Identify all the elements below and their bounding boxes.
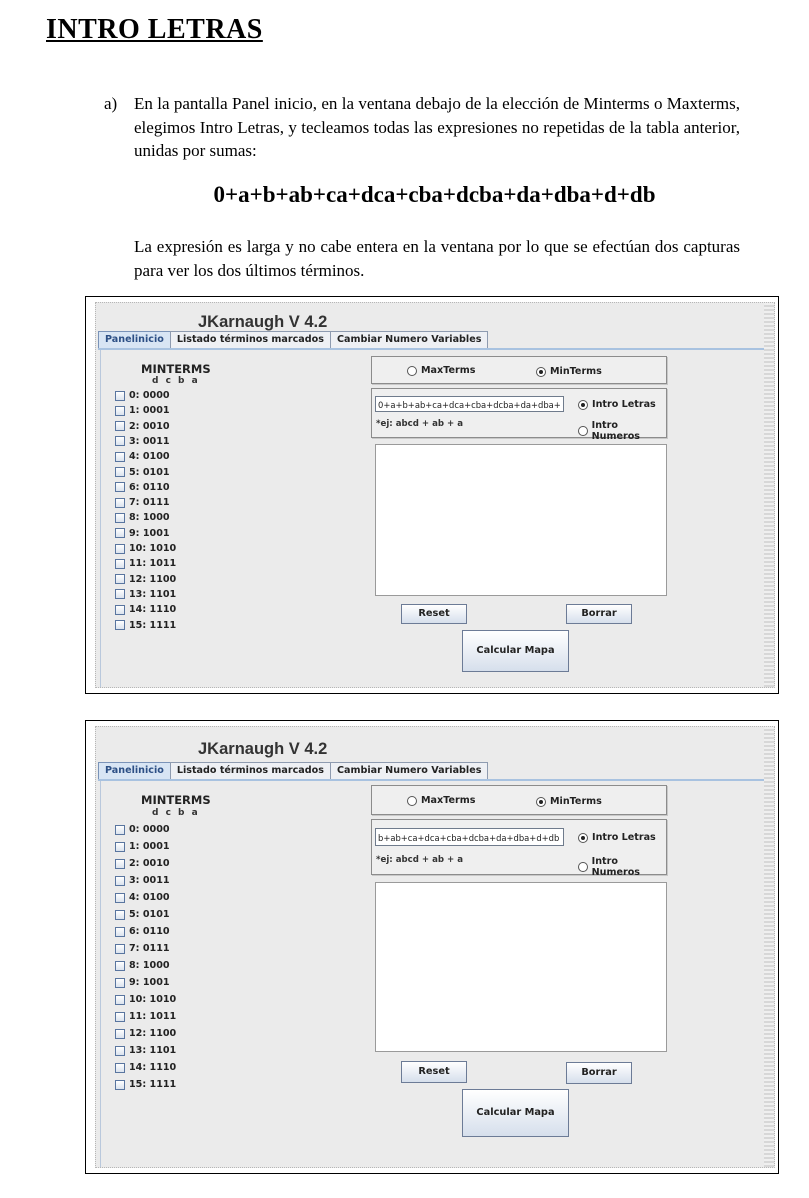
tab-listado[interactable]: Listado términos marcados bbox=[170, 331, 331, 348]
checkbox[interactable] bbox=[115, 406, 125, 416]
minterm-label: 4: 0100 bbox=[129, 892, 170, 903]
minterms-label: MinTerms bbox=[550, 796, 602, 807]
minterm-row[interactable] bbox=[115, 558, 176, 569]
dcba-header: d c b a bbox=[152, 808, 200, 818]
borrar-button[interactable]: Borrar bbox=[566, 604, 632, 624]
checkbox[interactable] bbox=[115, 452, 125, 462]
minterm-row[interactable] bbox=[115, 824, 170, 835]
minterm-row[interactable] bbox=[115, 1062, 176, 1073]
checkbox[interactable] bbox=[115, 1063, 125, 1073]
minterm-label: 9: 1001 bbox=[129, 527, 170, 539]
input-group bbox=[371, 388, 667, 442]
app-title: JKarnaugh V 4.2 bbox=[198, 740, 328, 758]
maxterms-label: MaxTerms bbox=[421, 365, 476, 376]
minterms-label: MinTerms bbox=[550, 366, 602, 377]
radio-circle bbox=[407, 796, 417, 806]
minterm-label: 7: 0111 bbox=[129, 497, 170, 509]
radio-circle bbox=[578, 400, 588, 410]
minterm-row[interactable] bbox=[115, 482, 170, 493]
dcba-header: d c b a bbox=[152, 376, 200, 386]
minterm-label: 14: 1110 bbox=[129, 604, 177, 616]
minterm-row[interactable] bbox=[115, 841, 170, 852]
minterm-row[interactable] bbox=[115, 858, 170, 869]
output-area[interactable] bbox=[375, 882, 667, 1052]
tab-listado[interactable]: Listado términos marcados bbox=[170, 762, 331, 779]
minterm-row[interactable] bbox=[115, 497, 170, 508]
intro-numeros-label: Intro Numeros bbox=[591, 420, 641, 442]
term-type-group bbox=[371, 785, 667, 815]
checkbox[interactable] bbox=[115, 498, 125, 508]
minterm-row[interactable] bbox=[115, 390, 170, 401]
checkbox[interactable] bbox=[115, 995, 125, 1005]
minterm-row[interactable] bbox=[115, 604, 176, 615]
tab-cambiar-variables[interactable]: Cambiar Numero Variables bbox=[330, 331, 488, 348]
checkbox[interactable] bbox=[115, 544, 125, 554]
minterm-label: 15: 1111 bbox=[129, 619, 177, 631]
checkbox[interactable] bbox=[115, 559, 125, 569]
item-text: En la pantalla Panel inicio, en la ventana debajo de la elección de Minterms o Maxterms, elegimos Intro Letras, y tecleamos todas las expresiones no repetidas de la tabla anterior, unidas por sumas: bbox=[134, 94, 740, 160]
minterm-row[interactable] bbox=[115, 543, 176, 554]
minterm-label: 15: 1111 bbox=[129, 1079, 177, 1090]
checkbox[interactable] bbox=[115, 436, 125, 446]
checkbox[interactable] bbox=[115, 589, 125, 599]
minterm-row[interactable] bbox=[115, 943, 170, 954]
checkbox[interactable] bbox=[115, 574, 125, 584]
intro-letras-radio[interactable] bbox=[578, 399, 656, 410]
tab-cambiar-variables[interactable]: Cambiar Numero Variables bbox=[330, 762, 488, 779]
checkbox[interactable] bbox=[115, 961, 125, 971]
checkbox[interactable] bbox=[115, 859, 125, 869]
radio-circle bbox=[407, 366, 417, 376]
document-heading: INTRO LETRAS bbox=[46, 14, 263, 45]
expression-input[interactable]: b+ab+ca+dca+cba+dcba+da+dba+d+db bbox=[375, 828, 564, 846]
radio-circle bbox=[536, 367, 546, 377]
minterm-row[interactable] bbox=[115, 467, 170, 478]
minterm-label: 7: 0111 bbox=[129, 943, 170, 954]
checkbox[interactable] bbox=[115, 482, 125, 492]
minterm-label: 11: 1011 bbox=[129, 558, 177, 570]
screenshot-2 bbox=[85, 720, 779, 1174]
minterm-row[interactable] bbox=[115, 1028, 176, 1039]
borrar-button[interactable]: Borrar bbox=[566, 1062, 632, 1084]
minterm-row[interactable] bbox=[115, 589, 176, 600]
minterm-label: 1: 0001 bbox=[129, 841, 170, 852]
minterm-row[interactable] bbox=[115, 1079, 176, 1090]
list-marker: a) bbox=[104, 94, 118, 113]
main-panel bbox=[100, 781, 762, 1167]
minterm-row[interactable] bbox=[115, 528, 170, 539]
checkbox[interactable] bbox=[115, 825, 125, 835]
checkbox[interactable] bbox=[115, 876, 125, 886]
example-hint: *ej: abcd + ab + a bbox=[376, 419, 464, 429]
minterm-label: 2: 0010 bbox=[129, 420, 170, 432]
minterm-label: 13: 1101 bbox=[129, 588, 177, 600]
checkbox[interactable] bbox=[115, 978, 125, 988]
checkbox[interactable] bbox=[115, 944, 125, 954]
minterm-row[interactable] bbox=[115, 960, 170, 971]
minterm-label: 12: 1100 bbox=[129, 573, 177, 585]
minterms-title: MINTERMS bbox=[141, 793, 211, 807]
minterms-title: MINTERMS bbox=[141, 362, 211, 376]
tab-bar bbox=[98, 331, 487, 349]
checkbox[interactable] bbox=[115, 1012, 125, 1022]
minterm-row[interactable] bbox=[115, 892, 170, 903]
tab-panelinicio[interactable]: Panelinicio bbox=[98, 762, 171, 779]
minterms-radio[interactable] bbox=[536, 366, 602, 377]
maxterms-radio[interactable] bbox=[407, 365, 475, 376]
checkbox[interactable] bbox=[115, 893, 125, 903]
maxterms-radio[interactable] bbox=[407, 795, 475, 806]
term-type-group bbox=[371, 356, 667, 384]
calcular-mapa-button[interactable]: Calcular Mapa bbox=[462, 1089, 569, 1137]
checkbox[interactable] bbox=[115, 1046, 125, 1056]
intro-numeros-radio[interactable] bbox=[578, 420, 666, 442]
minterm-label: 13: 1101 bbox=[129, 1045, 177, 1056]
window-edge bbox=[764, 303, 774, 687]
radio-circle bbox=[536, 797, 546, 807]
minterm-row[interactable] bbox=[115, 574, 176, 585]
app-window bbox=[95, 302, 775, 688]
intro-numeros-radio[interactable] bbox=[578, 856, 666, 878]
checkbox[interactable] bbox=[115, 391, 125, 401]
intro-letras-label: Intro Letras bbox=[592, 832, 656, 843]
explanation-paragraph: La expresión es larga y no cabe entera en la ventana por lo que se efectúan dos capturas para ver los dos últimos términos. bbox=[134, 237, 740, 280]
minterm-row[interactable] bbox=[115, 405, 170, 416]
app-title: JKarnaugh V 4.2 bbox=[198, 313, 328, 331]
minterm-row[interactable] bbox=[115, 1011, 176, 1022]
minterm-label: 12: 1100 bbox=[129, 1028, 177, 1039]
minterm-label: 10: 1010 bbox=[129, 543, 177, 554]
minterm-row[interactable] bbox=[115, 909, 170, 920]
intro-letras-radio[interactable] bbox=[578, 832, 656, 843]
minterm-label: 6: 0110 bbox=[129, 926, 170, 937]
minterm-label: 3: 0011 bbox=[129, 435, 170, 447]
minterm-label: 2: 0010 bbox=[129, 858, 170, 869]
expression-input[interactable]: 0+a+b+ab+ca+dca+cba+dcba+da+dba+ bbox=[375, 396, 564, 412]
minterm-label: 10: 1010 bbox=[129, 994, 177, 1005]
radio-circle bbox=[578, 426, 588, 436]
checkbox[interactable] bbox=[115, 927, 125, 937]
minterm-label: 6: 0110 bbox=[129, 481, 170, 493]
minterm-label: 11: 1011 bbox=[129, 1011, 177, 1022]
input-group bbox=[371, 819, 667, 878]
minterm-row[interactable] bbox=[115, 451, 170, 462]
checkbox[interactable] bbox=[115, 513, 125, 523]
minterm-label: 3: 0011 bbox=[129, 875, 170, 886]
main-panel bbox=[100, 350, 762, 687]
checkbox[interactable] bbox=[115, 910, 125, 920]
minterm-label: 14: 1110 bbox=[129, 1062, 177, 1073]
minterms-radio[interactable] bbox=[536, 796, 602, 807]
maxterms-label: MaxTerms bbox=[421, 795, 476, 806]
checkbox[interactable] bbox=[115, 1080, 125, 1090]
minterm-row[interactable] bbox=[115, 620, 176, 631]
minterm-label: 0: 0000 bbox=[129, 390, 170, 401]
minterm-label: 8: 1000 bbox=[129, 512, 170, 524]
checkbox[interactable] bbox=[115, 842, 125, 852]
minterm-label: 0: 0000 bbox=[129, 824, 170, 835]
minterm-row[interactable] bbox=[115, 512, 170, 523]
reset-button[interactable]: Reset bbox=[401, 1061, 467, 1083]
minterm-label: 1: 0001 bbox=[129, 405, 170, 417]
minterm-row[interactable] bbox=[115, 875, 170, 886]
intro-numeros-label: Intro Numeros bbox=[591, 856, 641, 878]
example-hint: *ej: abcd + ab + a bbox=[376, 855, 464, 865]
minterm-label: 5: 0101 bbox=[129, 466, 170, 478]
tab-panelinicio[interactable]: Panelinicio bbox=[98, 331, 171, 348]
calcular-mapa-button[interactable]: Calcular Mapa bbox=[462, 630, 569, 672]
minterm-row[interactable] bbox=[115, 436, 170, 447]
app-window bbox=[95, 726, 775, 1168]
reset-button[interactable]: Reset bbox=[401, 604, 467, 624]
minterm-row[interactable] bbox=[115, 421, 170, 432]
checkbox[interactable] bbox=[115, 1029, 125, 1039]
expression-formula: 0+a+b+ab+ca+dca+cba+dcba+da+dba+d+db bbox=[213, 182, 656, 207]
window-edge bbox=[764, 727, 774, 1167]
checkbox[interactable] bbox=[115, 421, 125, 431]
minterm-row[interactable] bbox=[115, 977, 170, 988]
intro-letras-label: Intro Letras bbox=[592, 399, 656, 410]
checkbox[interactable] bbox=[115, 467, 125, 477]
minterm-label: 5: 0101 bbox=[129, 909, 170, 920]
screenshot-1 bbox=[85, 296, 779, 694]
minterm-row[interactable] bbox=[115, 1045, 176, 1056]
minterm-row[interactable] bbox=[115, 994, 176, 1005]
minterm-row[interactable] bbox=[115, 926, 170, 937]
minterm-label: 9: 1001 bbox=[129, 977, 170, 988]
radio-circle bbox=[578, 862, 588, 872]
minterm-label: 4: 0100 bbox=[129, 451, 170, 463]
tab-bar bbox=[98, 762, 487, 780]
minterm-label: 8: 1000 bbox=[129, 960, 170, 971]
radio-circle bbox=[578, 833, 588, 843]
checkbox[interactable] bbox=[115, 620, 125, 630]
checkbox[interactable] bbox=[115, 528, 125, 538]
checkbox[interactable] bbox=[115, 605, 125, 615]
output-area[interactable] bbox=[375, 444, 667, 596]
